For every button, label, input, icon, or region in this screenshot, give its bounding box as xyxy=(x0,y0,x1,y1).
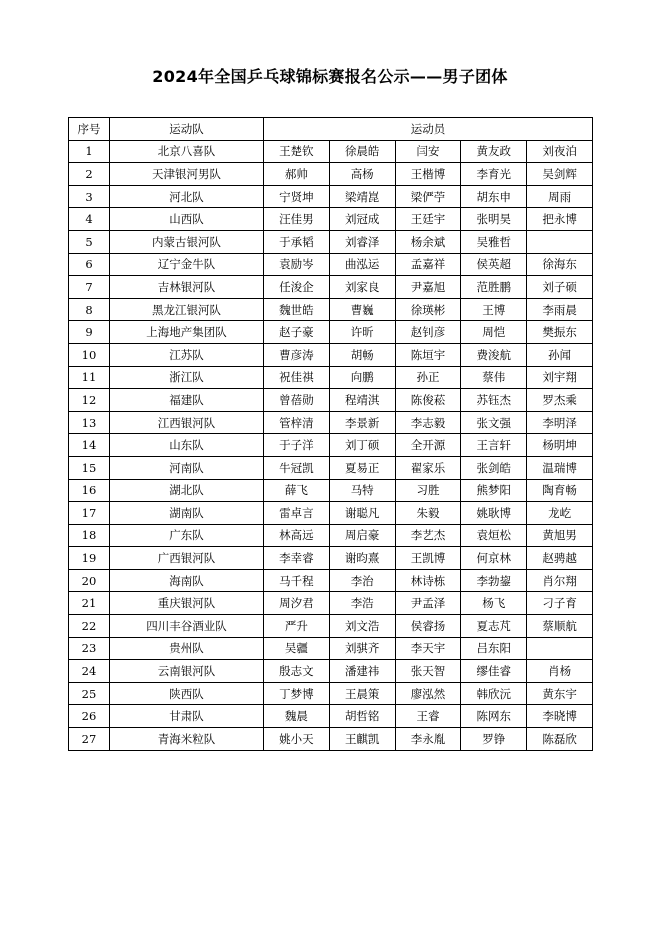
athlete-name: 梁靖崑 xyxy=(329,185,395,208)
table-row xyxy=(69,366,593,389)
athlete-name: 习胜 xyxy=(395,479,461,502)
athlete-name: 林高远 xyxy=(264,524,330,547)
table-row xyxy=(69,208,593,231)
team-name: 黑龙江银河队 xyxy=(110,298,264,321)
row-number: 3 xyxy=(69,185,110,208)
athlete-name: 樊振东 xyxy=(527,321,593,344)
athlete-name: 黄旭男 xyxy=(527,524,593,547)
athlete-name: 范胜鹏 xyxy=(461,276,527,299)
athlete-name: 夏易正 xyxy=(329,456,395,479)
athlete-name: 陈垣宇 xyxy=(395,343,461,366)
athlete-name: 任浚企 xyxy=(264,276,330,299)
table-row xyxy=(69,547,593,570)
athlete-name: 曹巍 xyxy=(329,298,395,321)
team-name: 河南队 xyxy=(110,456,264,479)
athlete-name: 薛飞 xyxy=(264,479,330,502)
registration-table xyxy=(68,117,593,751)
athlete-name: 缪佳睿 xyxy=(461,660,527,683)
athlete-name: 陈俊菘 xyxy=(395,389,461,412)
athlete-name: 林诗栋 xyxy=(395,569,461,592)
athlete-name: 侯英超 xyxy=(461,253,527,276)
athlete-name: 肖尔翔 xyxy=(527,569,593,592)
athlete-name: 龙屹 xyxy=(527,502,593,525)
team-name: 湖南队 xyxy=(110,502,264,525)
athlete-name: 王睿 xyxy=(395,705,461,728)
athlete-name: 吴疆 xyxy=(264,637,330,660)
athlete-name: 牛冠凯 xyxy=(264,456,330,479)
athlete-name: 周汐君 xyxy=(264,592,330,615)
athlete-name: 赵子豪 xyxy=(264,321,330,344)
athlete-name: 廖泓然 xyxy=(395,682,461,705)
athlete-name: 吕东阳 xyxy=(461,637,527,660)
row-number: 10 xyxy=(69,343,110,366)
athlete-name: 刘丁硕 xyxy=(329,434,395,457)
team-name: 甘肃队 xyxy=(110,705,264,728)
athlete-name: 曹彦涛 xyxy=(264,343,330,366)
athlete-name: 谢聪凡 xyxy=(329,502,395,525)
team-name: 上海地产集团队 xyxy=(110,321,264,344)
team-name: 广东队 xyxy=(110,524,264,547)
team-name: 海南队 xyxy=(110,569,264,592)
table-row xyxy=(69,524,593,547)
athlete-name: 胡畅 xyxy=(329,343,395,366)
athlete-name: 苏钰杰 xyxy=(461,389,527,412)
team-name: 四川丰谷酒业队 xyxy=(110,615,264,638)
table-row xyxy=(69,502,593,525)
athlete-name: 严升 xyxy=(264,615,330,638)
team-name: 河北队 xyxy=(110,185,264,208)
athlete-name: 殷志文 xyxy=(264,660,330,683)
table-row xyxy=(69,321,593,344)
athlete-name: 汪佳男 xyxy=(264,208,330,231)
athlete-name: 祝佳祺 xyxy=(264,366,330,389)
table-row xyxy=(69,389,593,412)
athlete-name: 刘文浩 xyxy=(329,615,395,638)
athlete-name: 熊梦阳 xyxy=(461,479,527,502)
table-row xyxy=(69,615,593,638)
athlete-name: 韩欣沅 xyxy=(461,682,527,705)
table-row xyxy=(69,411,593,434)
table-row xyxy=(69,682,593,705)
athlete-name: 李育光 xyxy=(461,163,527,186)
athlete-name: 李艺杰 xyxy=(395,524,461,547)
table-row xyxy=(69,298,593,321)
athlete-name: 宁贤坤 xyxy=(264,185,330,208)
team-name: 青海米粒队 xyxy=(110,728,264,751)
table-row xyxy=(69,185,593,208)
row-number: 7 xyxy=(69,276,110,299)
athlete-name: 于承韬 xyxy=(264,230,330,253)
row-number: 24 xyxy=(69,660,110,683)
athlete-name: 高杨 xyxy=(329,163,395,186)
athlete-name: 周雨 xyxy=(527,185,593,208)
athlete-name: 马特 xyxy=(329,479,395,502)
athlete-name: 于子洋 xyxy=(264,434,330,457)
athlete-name: 尹孟泽 xyxy=(395,592,461,615)
athlete-name: 王楚钦 xyxy=(264,140,330,163)
athlete-name: 周启豪 xyxy=(329,524,395,547)
row-number: 17 xyxy=(69,502,110,525)
team-name: 内蒙古银河队 xyxy=(110,230,264,253)
athlete-name: 姚小天 xyxy=(264,728,330,751)
athlete-name: 刁子育 xyxy=(527,592,593,615)
athlete-name: 温瑞博 xyxy=(527,456,593,479)
athlete-name: 丁梦博 xyxy=(264,682,330,705)
athlete-name: 刘子硕 xyxy=(527,276,593,299)
team-name: 北京八喜队 xyxy=(110,140,264,163)
team-name: 云南银河队 xyxy=(110,660,264,683)
athlete-name: 尹嘉旭 xyxy=(395,276,461,299)
athlete-name: 李幸睿 xyxy=(264,547,330,570)
team-name: 山东队 xyxy=(110,434,264,457)
team-name: 辽宁金牛队 xyxy=(110,253,264,276)
athlete-name: 徐海东 xyxy=(527,253,593,276)
athlete-name: 魏世皓 xyxy=(264,298,330,321)
team-name: 湖北队 xyxy=(110,479,264,502)
table-row xyxy=(69,434,593,457)
athlete-name: 王博 xyxy=(461,298,527,321)
athlete-name: 赵骋越 xyxy=(527,547,593,570)
team-name: 天津银河男队 xyxy=(110,163,264,186)
athlete-name: 曾蓓勋 xyxy=(264,389,330,412)
athlete-name: 周恺 xyxy=(461,321,527,344)
athlete-name: 陈网东 xyxy=(461,705,527,728)
row-number: 8 xyxy=(69,298,110,321)
athlete-name: 王麒凯 xyxy=(329,728,395,751)
athlete-name: 王楷博 xyxy=(395,163,461,186)
team-name: 江西银河队 xyxy=(110,411,264,434)
table-row xyxy=(69,660,593,683)
athlete-name: 陈磊欣 xyxy=(527,728,593,751)
athlete-name: 魏晨 xyxy=(264,705,330,728)
athlete-name: 徐晨皓 xyxy=(329,140,395,163)
athlete-name: 杨明坤 xyxy=(527,434,593,457)
athlete-name: 李治 xyxy=(329,569,395,592)
table-row xyxy=(69,343,593,366)
team-name: 贵州队 xyxy=(110,637,264,660)
athlete-name: 杨飞 xyxy=(461,592,527,615)
athlete-name: 许昕 xyxy=(329,321,395,344)
athlete-name: 刘家良 xyxy=(329,276,395,299)
athlete-name: 李天宇 xyxy=(395,637,461,660)
athlete-name: 李浩 xyxy=(329,592,395,615)
athlete-name xyxy=(527,230,593,253)
athlete-name: 全开源 xyxy=(395,434,461,457)
row-number: 25 xyxy=(69,682,110,705)
athlete-name: 张天智 xyxy=(395,660,461,683)
row-number: 22 xyxy=(69,615,110,638)
row-number: 1 xyxy=(69,140,110,163)
athlete-name: 黄东宇 xyxy=(527,682,593,705)
row-number: 21 xyxy=(69,592,110,615)
row-number: 23 xyxy=(69,637,110,660)
athlete-name: 朱毅 xyxy=(395,502,461,525)
table-row xyxy=(69,230,593,253)
table-row xyxy=(69,253,593,276)
header-team: 运动队 xyxy=(110,118,264,141)
athlete-name: 罗杰乘 xyxy=(527,389,593,412)
athlete-name: 夏志芃 xyxy=(461,615,527,638)
athlete-name: 蔡伟 xyxy=(461,366,527,389)
row-number: 11 xyxy=(69,366,110,389)
row-number: 6 xyxy=(69,253,110,276)
table-row xyxy=(69,705,593,728)
athlete-name: 罗铮 xyxy=(461,728,527,751)
athlete-name: 张剑皓 xyxy=(461,456,527,479)
athlete-name: 谢昀熹 xyxy=(329,547,395,570)
athlete-name: 黄友政 xyxy=(461,140,527,163)
athlete-name: 袁烜松 xyxy=(461,524,527,547)
team-name: 江苏队 xyxy=(110,343,264,366)
athlete-name: 李雨晨 xyxy=(527,298,593,321)
table-header-row xyxy=(69,118,593,141)
athlete-name: 刘宇翔 xyxy=(527,366,593,389)
athlete-name: 李景新 xyxy=(329,411,395,434)
athlete-name: 李勃鋆 xyxy=(461,569,527,592)
athlete-name: 侯睿扬 xyxy=(395,615,461,638)
row-number: 19 xyxy=(69,547,110,570)
athlete-name: 李志毅 xyxy=(395,411,461,434)
table-row xyxy=(69,637,593,660)
athlete-name: 管梓清 xyxy=(264,411,330,434)
table-row xyxy=(69,456,593,479)
row-number: 14 xyxy=(69,434,110,457)
athlete-name: 翟家乐 xyxy=(395,456,461,479)
athlete-name: 郝帅 xyxy=(264,163,330,186)
table-row xyxy=(69,276,593,299)
table-row xyxy=(69,728,593,751)
row-number: 15 xyxy=(69,456,110,479)
athlete-name: 李晓博 xyxy=(527,705,593,728)
row-number: 16 xyxy=(69,479,110,502)
athlete-name: 李明泽 xyxy=(527,411,593,434)
table-row xyxy=(69,163,593,186)
athlete-name: 张文强 xyxy=(461,411,527,434)
athlete-name: 闫安 xyxy=(395,140,461,163)
athlete-name: 潘建祎 xyxy=(329,660,395,683)
team-name: 山西队 xyxy=(110,208,264,231)
athlete-name: 雷卓言 xyxy=(264,502,330,525)
row-number: 4 xyxy=(69,208,110,231)
athlete-name: 胡东申 xyxy=(461,185,527,208)
row-number: 27 xyxy=(69,728,110,751)
athlete-name: 杨余斌 xyxy=(395,230,461,253)
athlete-name: 蔡顺航 xyxy=(527,615,593,638)
athlete-name: 徐瑛彬 xyxy=(395,298,461,321)
team-name: 陕西队 xyxy=(110,682,264,705)
athlete-name: 肖杨 xyxy=(527,660,593,683)
athlete-name: 吴剑辉 xyxy=(527,163,593,186)
table-row xyxy=(69,592,593,615)
athlete-name: 刘骐齐 xyxy=(329,637,395,660)
row-number: 5 xyxy=(69,230,110,253)
athlete-name: 刘冠成 xyxy=(329,208,395,231)
team-name: 吉林银河队 xyxy=(110,276,264,299)
athlete-name: 刘夜泊 xyxy=(527,140,593,163)
athlete-name: 马千程 xyxy=(264,569,330,592)
team-name: 浙江队 xyxy=(110,366,264,389)
page-title: 2024年全国乒乓球锦标赛报名公示——男子团体 xyxy=(152,67,508,86)
athlete-name: 费浚航 xyxy=(461,343,527,366)
athlete-name: 王廷宇 xyxy=(395,208,461,231)
team-name: 重庆银河队 xyxy=(110,592,264,615)
table-body xyxy=(69,140,593,750)
athlete-name: 孙闻 xyxy=(527,343,593,366)
athlete-name: 何京林 xyxy=(461,547,527,570)
row-number: 9 xyxy=(69,321,110,344)
athlete-name: 向鹏 xyxy=(329,366,395,389)
row-number: 26 xyxy=(69,705,110,728)
athlete-name: 王晨策 xyxy=(329,682,395,705)
athlete-name: 赵钊彦 xyxy=(395,321,461,344)
athlete-name: 王凯博 xyxy=(395,547,461,570)
athlete-name: 胡哲铭 xyxy=(329,705,395,728)
athlete-name: 陶育畅 xyxy=(527,479,593,502)
table-row xyxy=(69,479,593,502)
row-number: 12 xyxy=(69,389,110,412)
row-number: 2 xyxy=(69,163,110,186)
athlete-name: 程靖淇 xyxy=(329,389,395,412)
table-row xyxy=(69,569,593,592)
header-athletes: 运动员 xyxy=(264,118,593,141)
row-number: 13 xyxy=(69,411,110,434)
athlete-name: 曲泓运 xyxy=(329,253,395,276)
row-number: 18 xyxy=(69,524,110,547)
athlete-name: 姚耿博 xyxy=(461,502,527,525)
athlete-name: 袁励岑 xyxy=(264,253,330,276)
header-number: 序号 xyxy=(69,118,110,141)
athlete-name: 刘睿泽 xyxy=(329,230,395,253)
row-number: 20 xyxy=(69,569,110,592)
athlete-name: 把永博 xyxy=(527,208,593,231)
athlete-name xyxy=(527,637,593,660)
athlete-name: 吴雅哲 xyxy=(461,230,527,253)
athlete-name: 孟嘉祥 xyxy=(395,253,461,276)
athlete-name: 张明昊 xyxy=(461,208,527,231)
athlete-name: 梁俨苧 xyxy=(395,185,461,208)
athlete-name: 李永胤 xyxy=(395,728,461,751)
athlete-name: 王言轩 xyxy=(461,434,527,457)
team-name: 福建队 xyxy=(110,389,264,412)
athlete-name: 孙正 xyxy=(395,366,461,389)
table-row xyxy=(69,140,593,163)
team-name: 广西银河队 xyxy=(110,547,264,570)
